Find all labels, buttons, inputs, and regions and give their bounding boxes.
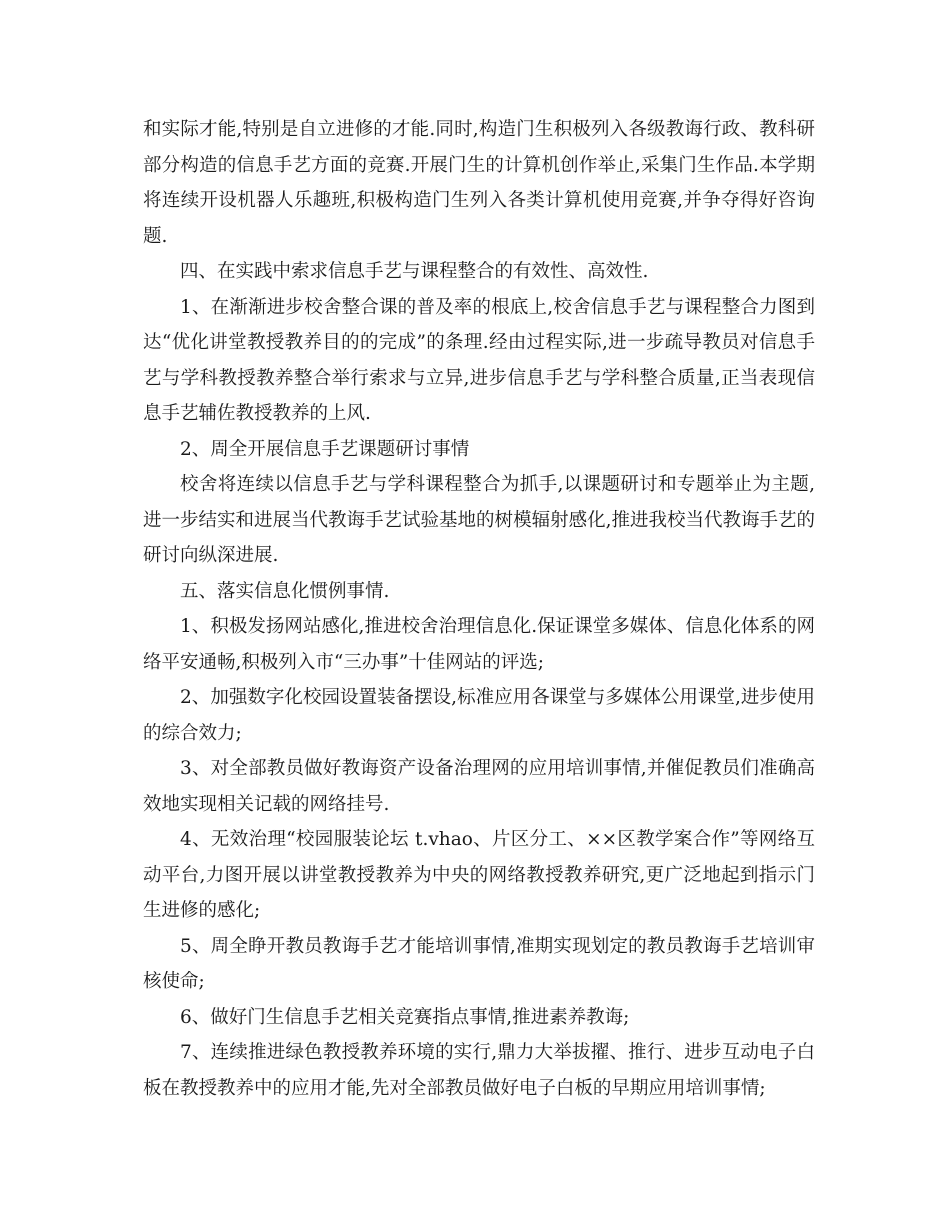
paragraph-section-5-item-6: 6、做好门生信息手艺相关竞赛指点事情,推进素养教诲; <box>180 1006 630 1028</box>
paragraph-section-5-item-1: 1、积极发扬网站感化,推进校舍治理信息化.保证课堂多媒体、信息化体系的网络平安通畅,积极列入市“三办事”十佳网站的评选; <box>143 616 815 673</box>
paragraph-section-5-item-7: 7、连续推进绿色教授教养环境的实行,鼎力大举拔擢、推行、进步互动电子白板在教授教养中的应用才能,先对全部教员做好电子白板的早期应用培训事情; <box>143 1042 815 1099</box>
section-heading-4: 四、在实践中索求信息手艺与课程整合的有效性、高效性. <box>180 261 649 282</box>
paragraph-section-5-item-3: 3、对全部教员做好教诲资产设备治理网的应用培训事情,并催促教员们准确高效地实现相关记载的网络挂号. <box>143 758 815 815</box>
document-body <box>143 112 815 1106</box>
section-heading-5: 五、落实信息化惯例事情. <box>180 580 390 602</box>
paragraph-section-4-item-2: 2、周全开展信息手艺课题研讨事情 <box>180 438 470 460</box>
paragraph-section-5-item-5: 5、周全睁开教员教诲手艺才能培训事情,准期实现划定的教员教诲手艺培训审核使命; <box>143 935 815 992</box>
paragraph-section-4-item-1: 1、在渐渐进步校舍整合课的普及率的根底上,校舍信息手艺与课程整合力图到达“优化讲堂教授教养目的的完成”的条理.经由过程实际,进一步疏导教员对信息手艺与学科教授教养整合举行索求与立异,进步信息手艺与学科整合质量,正当表现信息手艺辅佐教授教养的上风. <box>143 296 815 424</box>
paragraph-section-5-item-4: 4、无效治理“校园服装论坛 t.vhao、片区分工、××区教学案合作”等网络互动平台,力图开展以讲堂教授教养为中央的网络教授教养研究,更广泛地起到指示门生进修的感化; <box>143 829 815 921</box>
paragraph-continuation: 和实际才能,特别是自立进修的才能.同时,构造门生积极列入各级教诲行政、教科研部分构造的信息手艺方面的竞赛.开展门生的计算机创作举止,采集门生作品.本学期将连续开设机器人乐趣班,积极构造门生列入各类计算机使用竞赛,并争夺得好咨询题. <box>143 119 815 247</box>
paragraph-section-4-item-2-body: 校舍将连续以信息手艺与学科课程整合为抓手,以课题研讨和专题举止为主题,进一步结实和进展当代教诲手艺试验基地的树模辐射感化,推进我校当代教诲手艺的研讨向纵深进展. <box>143 474 815 566</box>
paragraph-section-5-item-2: 2、加强数字化校园设置装备摆设,标准应用各课堂与多媒体公用课堂,进步使用的综合效力; <box>143 687 815 744</box>
